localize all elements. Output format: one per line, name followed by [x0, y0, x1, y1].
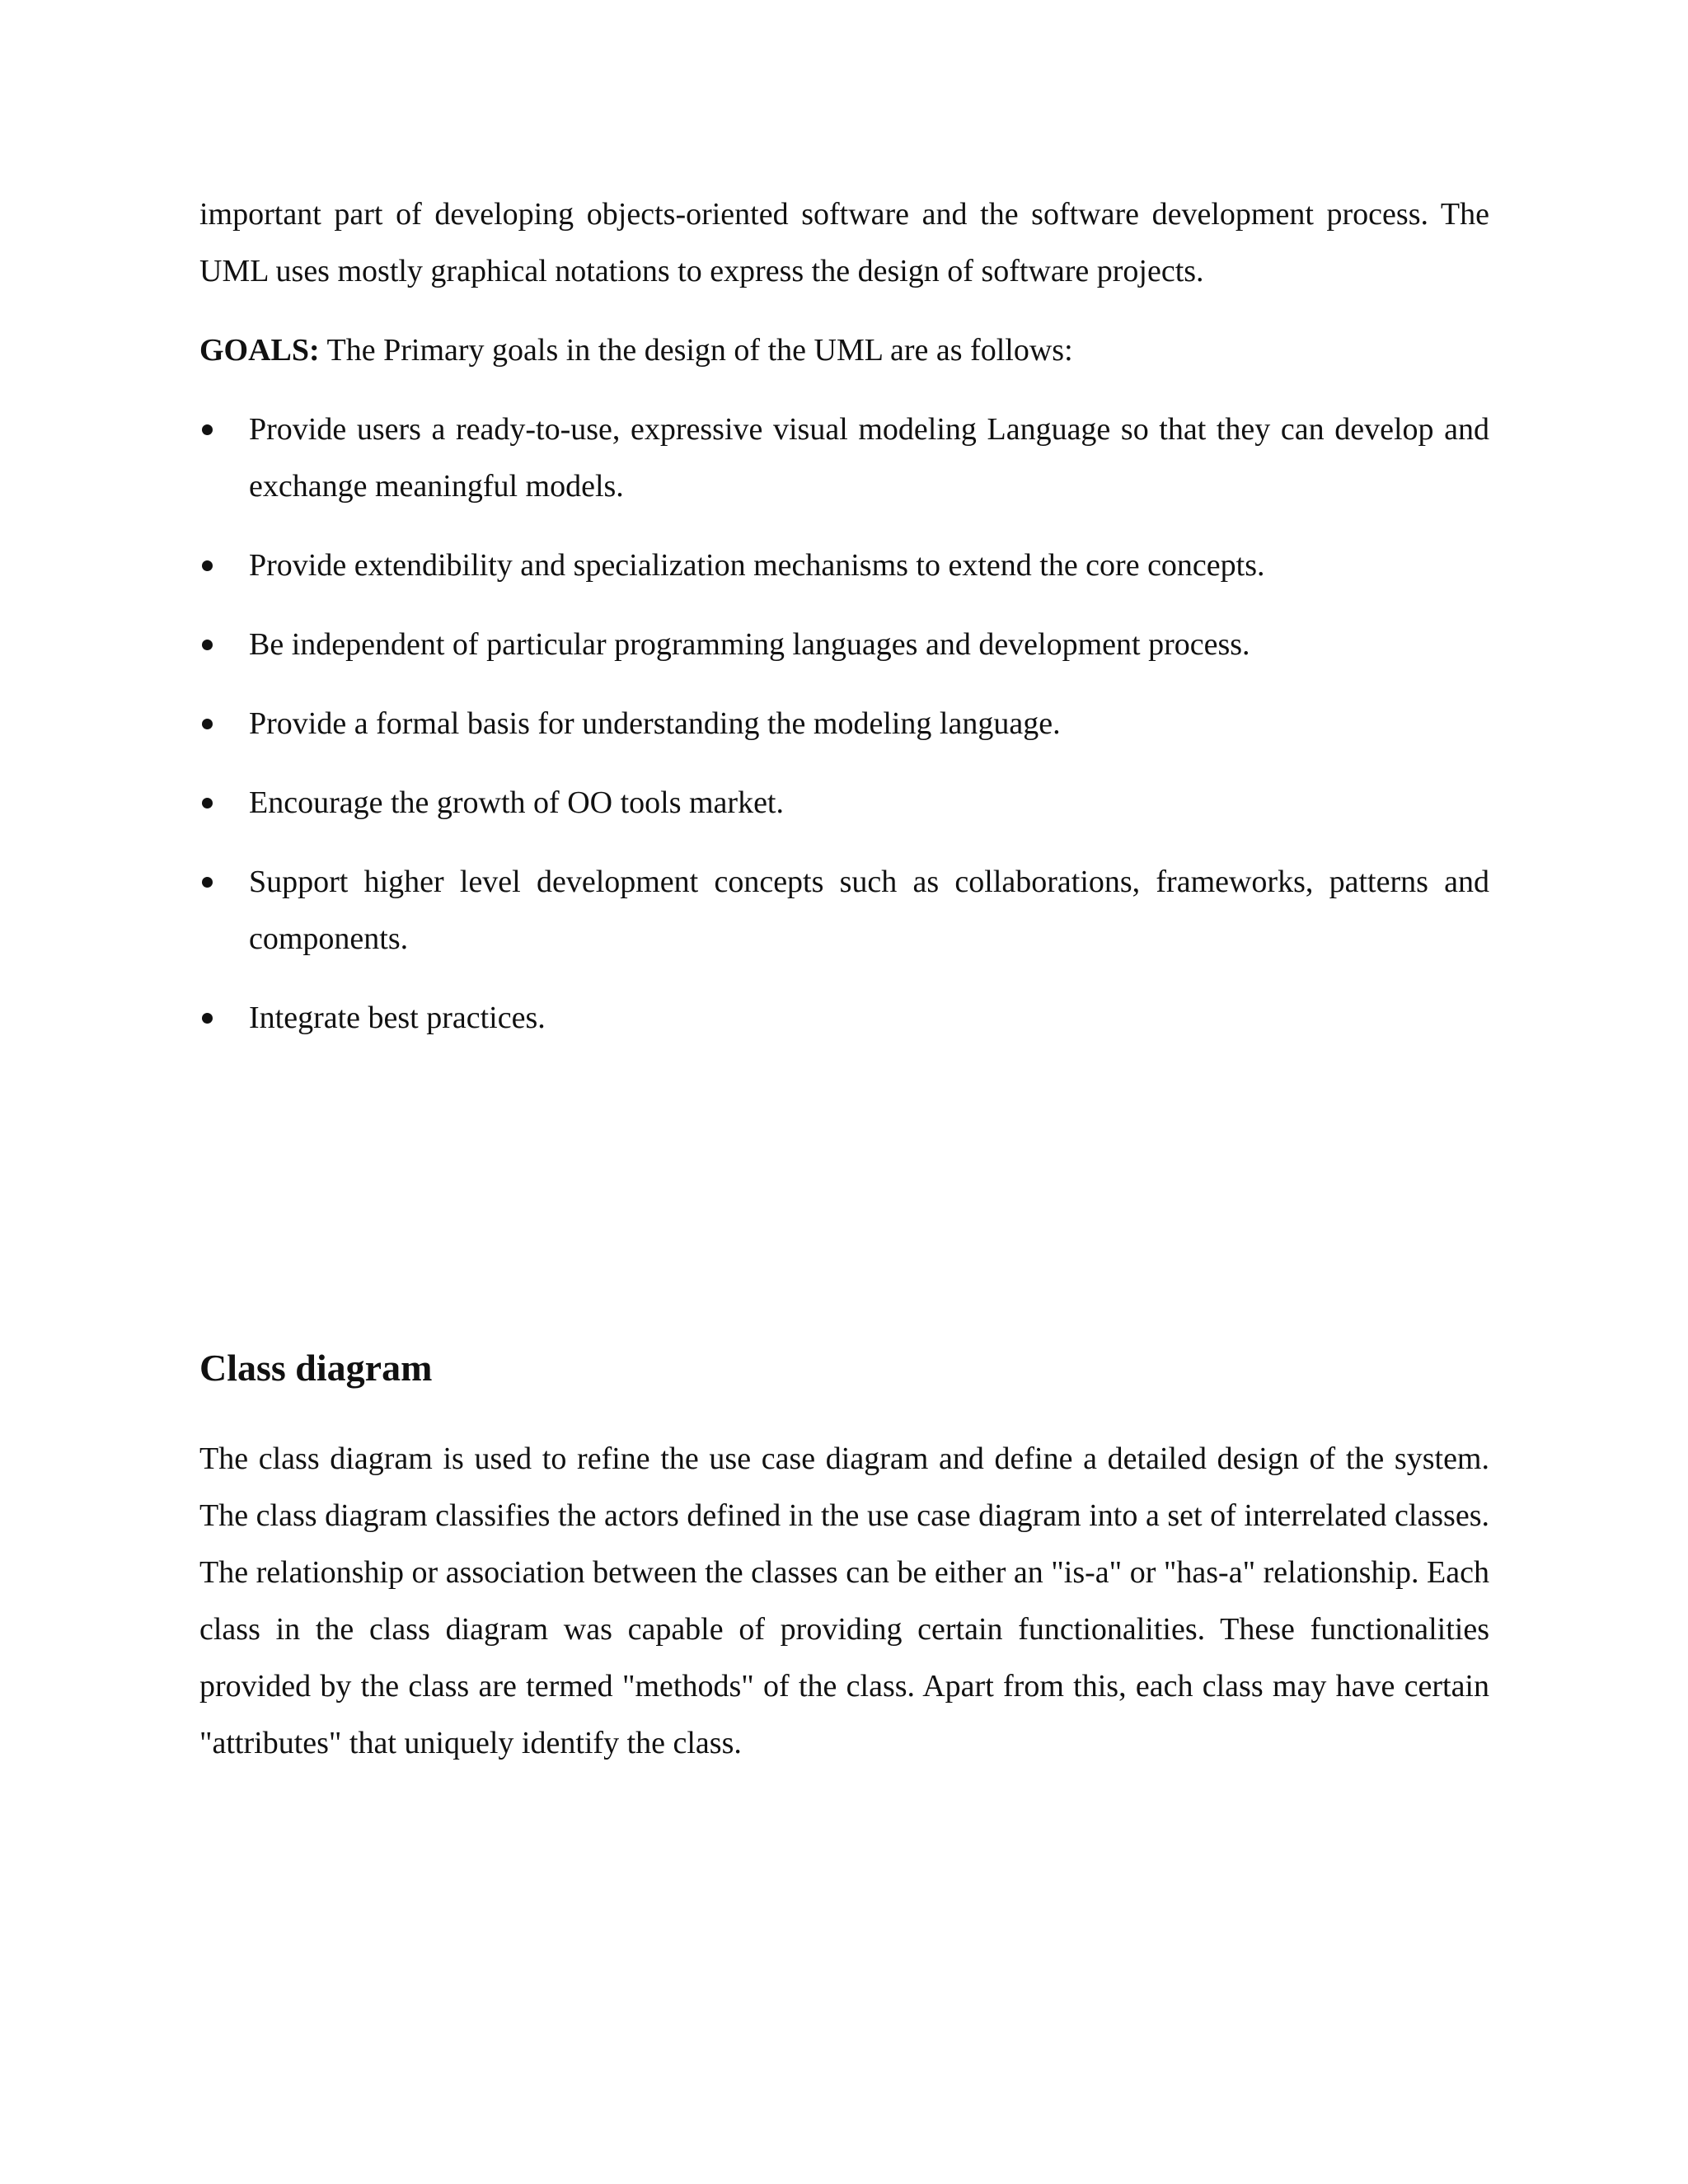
bullet-icon	[202, 640, 213, 650]
goals-list	[199, 401, 1489, 1047]
goals-text: The Primary goals in the design of the UML are as follows:	[319, 333, 1073, 368]
goals-paragraph	[199, 322, 1489, 379]
goals-item-text: Support higher level development concepts such as collaborations, frameworks, patterns and components.	[249, 865, 1489, 956]
bullet-icon	[202, 877, 213, 888]
page-content	[199, 186, 1489, 1069]
bullet-icon	[202, 798, 213, 808]
goals-item-text: Provide users a ready-to-use, expressive visual modeling Language so that they can develop and exchange meaningful models.	[249, 412, 1489, 504]
bullet-icon	[202, 719, 213, 729]
goals-list-item	[199, 401, 1489, 515]
goals-list-item	[199, 616, 1489, 673]
goals-item-text: Provide a formal basis for understanding the modeling language.	[249, 706, 1061, 741]
goals-list-item	[199, 537, 1489, 594]
intro-paragraph: important part of developing objects-oriented software and the software development process. The UML uses mostly graphical notations to express the design of software projects.	[199, 197, 1489, 288]
goals-list-item	[199, 990, 1489, 1047]
goals-item-text: Provide extendibility and specialization mechanisms to extend the core concepts.	[249, 548, 1265, 583]
goals-list-item	[199, 775, 1489, 832]
goals-list-item	[199, 696, 1489, 752]
bullet-icon	[202, 1013, 213, 1024]
class-diagram-paragraph: The class diagram is used to refine the use case diagram and define a detailed design of the system. The class diagram classifies the actors defined in the use case diagram into a set of interrelated classes. The relationship or association between the classes can be either an "is-a" or "has-a" relationship. Each class in the class diagram was capable of providing certain functionalities. These functionalities provided by the class are termed "methods" of the class. Apart from this, each class may have certain "attributes" that uniquely identify the class.	[199, 1441, 1489, 1760]
bullet-icon	[202, 560, 213, 571]
goals-label: GOALS:	[199, 333, 320, 368]
bullet-icon	[202, 424, 213, 435]
goals-item-text: Be independent of particular programming languages and development process.	[249, 627, 1250, 662]
goals-item-text: Encourage the growth of OO tools market.	[249, 785, 784, 820]
goals-list-item	[199, 854, 1489, 968]
section-heading: Class diagram	[199, 1347, 433, 1389]
goals-item-text: Integrate best practices.	[249, 1001, 546, 1035]
